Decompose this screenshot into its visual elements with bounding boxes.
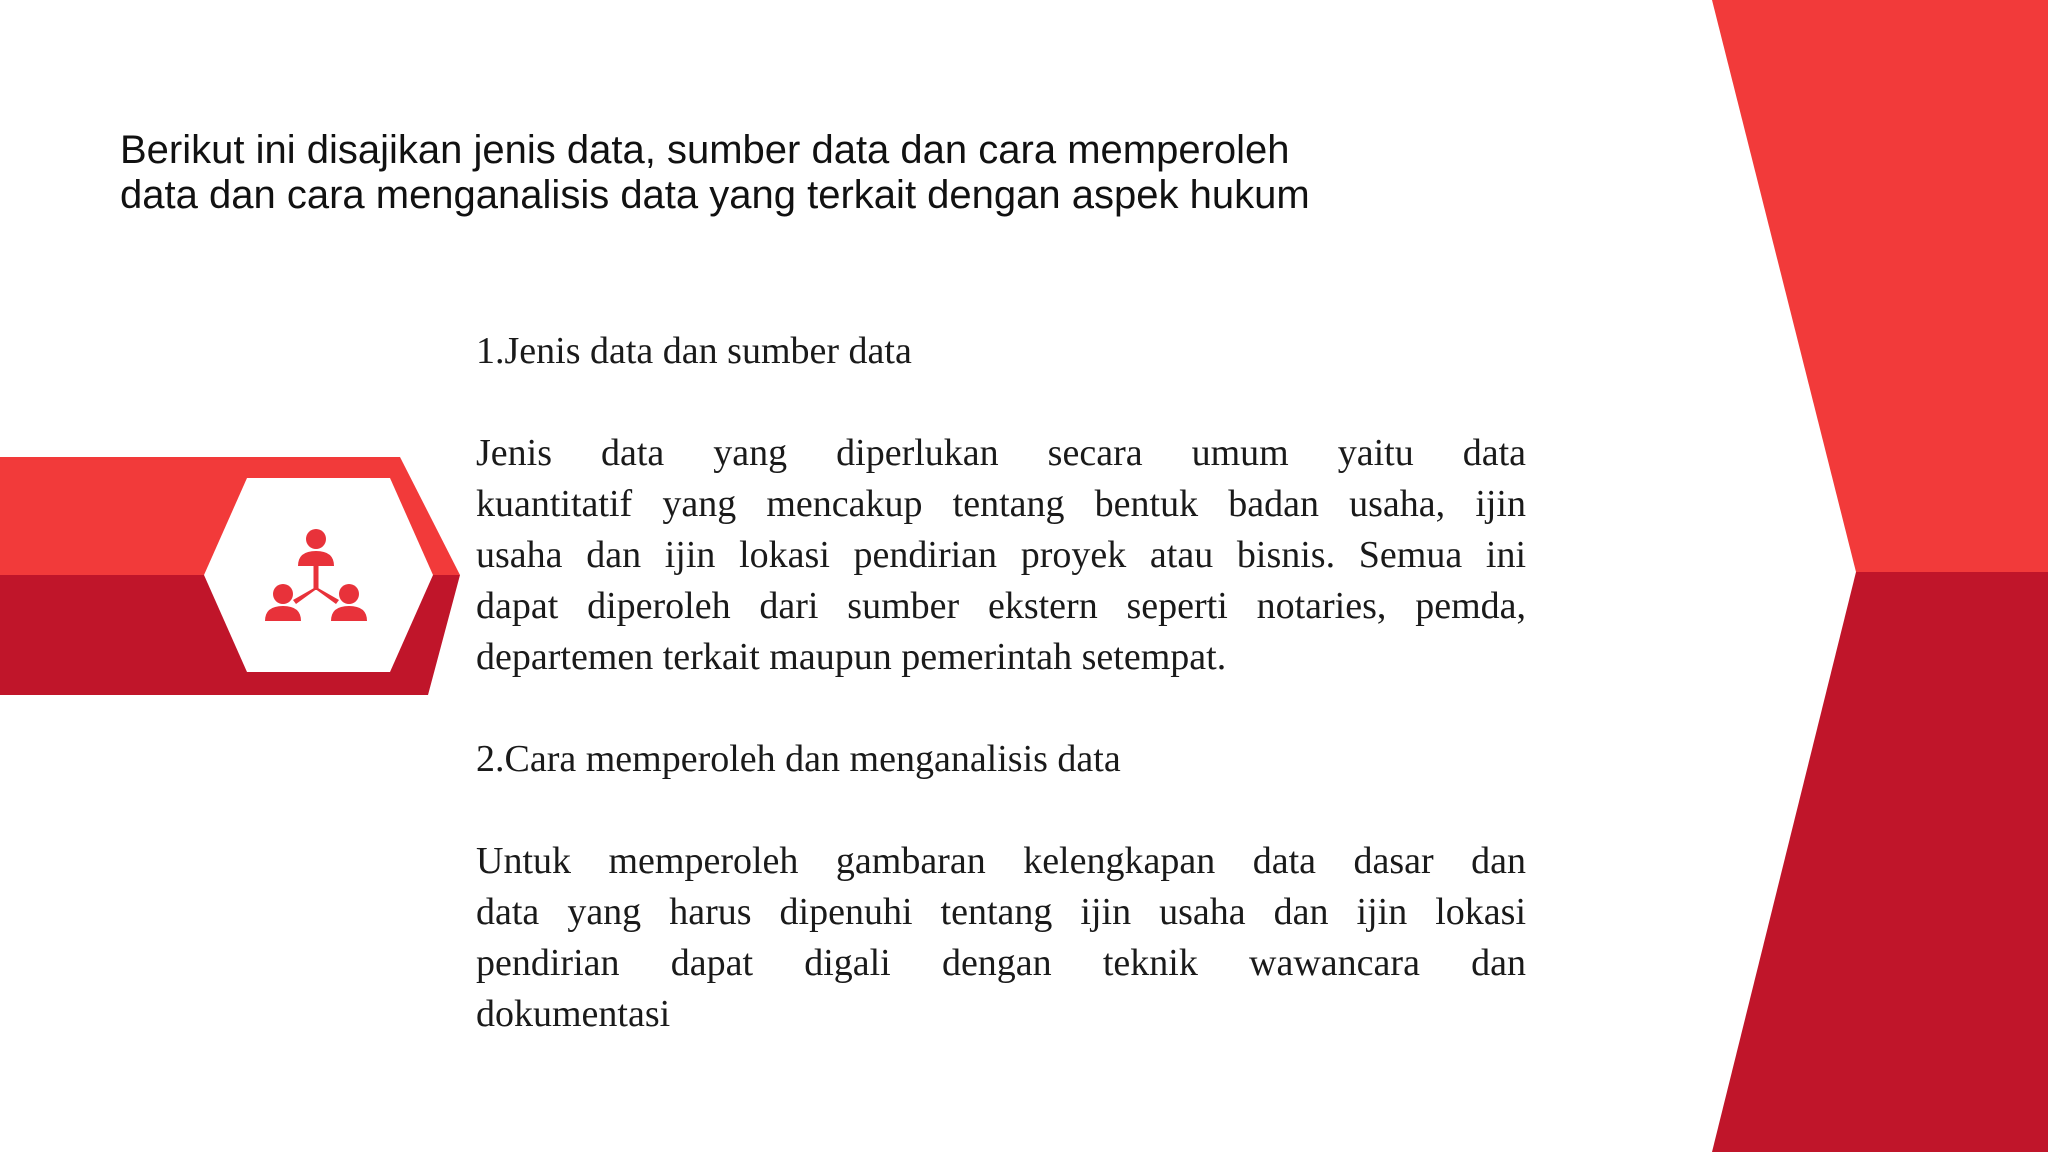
right-band-bottom <box>1712 572 2048 1152</box>
section1-line: departemen terkait maupun pemerintah setempat. <box>476 636 1227 678</box>
section1-line: dapat diperoleh dari sumber ekstern seperti notaries, pemda, <box>476 585 1526 627</box>
content-body <box>476 326 1526 1040</box>
section2-line: data yang harus dipenuhi tentang ijin usaha dan ijin lokasi <box>476 891 1526 933</box>
title-line: Berikut ini disajikan jenis data, sumber data dan cara memperoleh <box>120 128 1290 172</box>
section1-line: kuantitatif yang mencakup tentang bentuk badan usaha, ijin <box>476 483 1526 525</box>
section1-line: usaha dan ijin lokasi pendirian proyek atau bisnis. Semua ini <box>476 534 1526 576</box>
slide-title <box>120 128 1440 218</box>
section2-line: pendirian dapat digali dengan teknik wawancara dan <box>476 942 1526 984</box>
section2-line: dokumentasi <box>476 993 671 1035</box>
section1-line: Jenis data yang diperlukan secara umum yaitu data <box>476 432 1526 474</box>
team-hierarchy-icon <box>256 520 376 640</box>
title-line: data dan cara menganalisis data yang terkait dengan aspek hukum <box>120 173 1310 217</box>
section2-heading: 2.Cara memperoleh dan menganalisis data <box>476 738 1121 780</box>
section1-heading: 1.Jenis data dan sumber data <box>476 330 912 372</box>
section2-line: Untuk memperoleh gambaran kelengkapan data dasar dan <box>476 840 1526 882</box>
right-band-top <box>1712 0 2048 572</box>
